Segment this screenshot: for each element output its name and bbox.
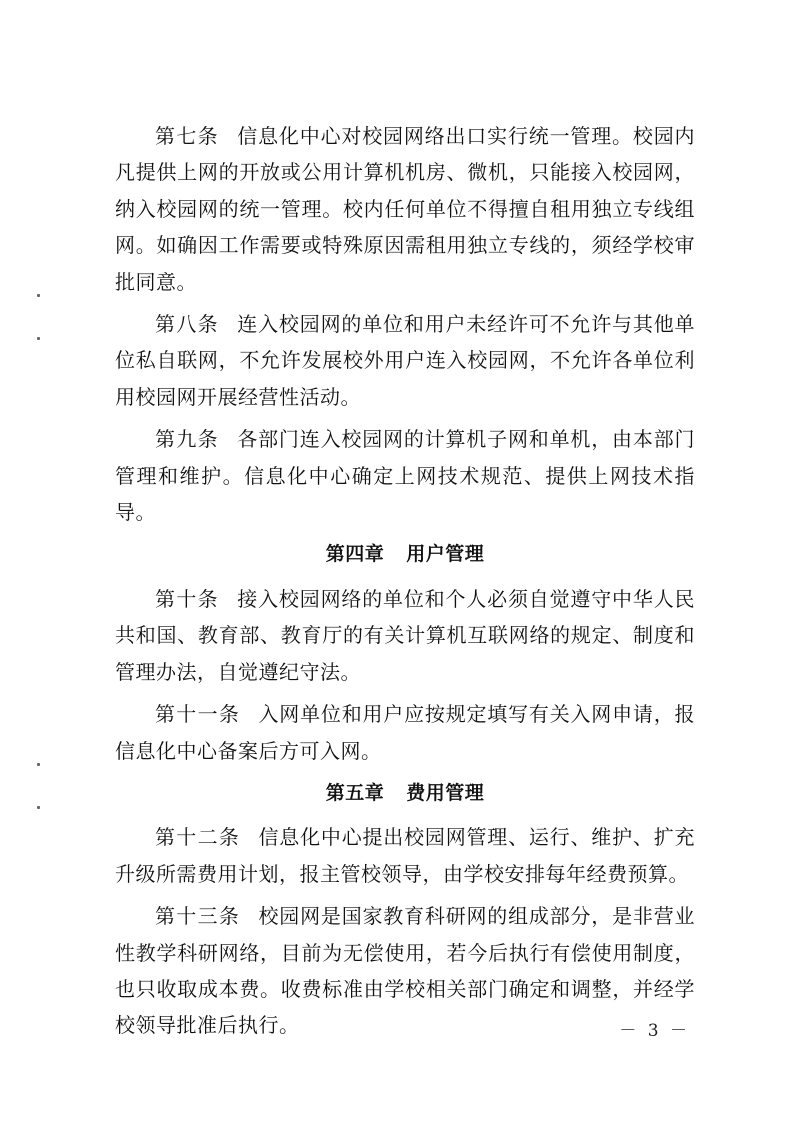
scan-speck — [37, 294, 40, 297]
article-text: 信息化中心对校园网络出口实行统一管理。校园内凡提供上网的开放或公用计算机机房、微机，只能接入校园网，纳入校园网的统一管理。校内任何单位不得擅自租用独立专线组网。如确因工作需要或特殊原因需租用独立专线的，须经学校审批同意。 — [115, 124, 696, 294]
article-number: 第七条 — [155, 124, 219, 148]
article-number: 第十条 — [155, 586, 219, 611]
article-number: 第八条 — [155, 312, 219, 337]
article-11 — [115, 696, 695, 769]
article-12 — [115, 819, 695, 892]
article-text: 连入校园网的单位和用户未经许可不允许与其他单位私自联网，不允许发展校外用户连入校园网，不允许各单位利用校园网开展经营性活动。 — [115, 312, 696, 409]
document-body — [115, 118, 695, 1050]
article-text: 入网单位和用户应按规定填写有关入网申请，报信息化中心备案后方可入网。 — [115, 702, 696, 763]
article-number: 第十三条 — [155, 904, 241, 929]
scan-speck — [37, 806, 40, 809]
article-number: 第九条 — [155, 427, 219, 452]
chapter-number: 第四章 — [325, 543, 385, 566]
article-text: 接入校园网络的单位和个人必须自觉遵守中华人民共和国、教育部、教育厅的有关计算机互联网络的规定、制度和管理办法，自觉遵纪守法。 — [115, 586, 696, 684]
article-text: 各部门连入校园网的计算机子网和单机，由本部门管理和维护。信息化中心确定上网技术规范、提供上网技术指导。 — [115, 427, 696, 525]
article-8 — [115, 306, 695, 415]
article-number: 第十一条 — [155, 702, 241, 727]
article-9 — [115, 421, 695, 530]
chapter-number: 第五章 — [325, 781, 385, 804]
chapter-heading-4 — [115, 536, 695, 572]
article-13 — [115, 898, 695, 1044]
chapter-title: 费用管理 — [406, 781, 485, 804]
chapter-title: 用户管理 — [406, 543, 485, 566]
article-text: 信息化中心提出校园网管理、运行、维护、扩充升级所需费用计划，报主管校领导，由学校安排每年经费预算。 — [115, 825, 696, 886]
article-number: 第十二条 — [155, 825, 241, 850]
chapter-heading-5 — [115, 775, 695, 811]
article-text: 校园网是国家教育科研网的组成部分，是非营业性教学科研网络，目前为无偿使用，若今后执行有偿使用制度，也只收取成本费。收费标准由学校相关部门确定和调整，并经学校领导批准后执行。 — [115, 904, 696, 1038]
article-10 — [115, 581, 695, 690]
article-7 — [115, 118, 695, 300]
scan-speck — [37, 763, 40, 766]
scan-speck — [37, 337, 40, 340]
page-number: － 3 － — [619, 1021, 690, 1041]
